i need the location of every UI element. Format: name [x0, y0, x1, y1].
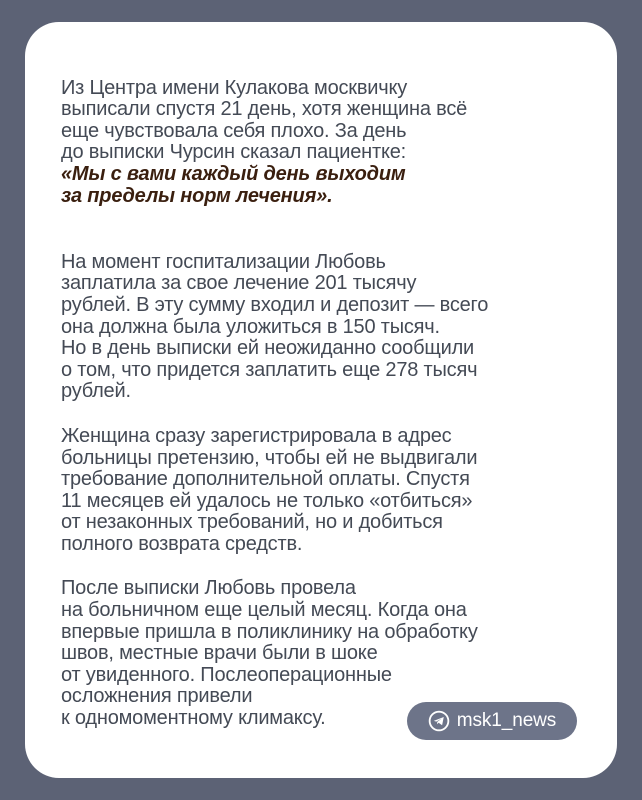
paragraph-1	[61, 56, 591, 229]
article-body	[61, 56, 591, 730]
paragraph-1-text: Из Центра имени Кулакова москвичку выписали спустя 21 день, хотя женщина всё еще чувствовала себя плохо. За день до выписки Чурсин сказал пациентке:	[61, 76, 468, 164]
post-card	[25, 22, 617, 778]
doctor-quote: «Мы с вами каждый день выходим за пределы норм лечения».	[61, 162, 406, 207]
channel-name: msk1_news	[456, 710, 557, 731]
paragraph-2: На момент госпитализации Любовь заплатила за свое лечение 201 тысячу рублей. В эту сумму входил и депозит — всего она должна была уложиться в 150 тысяч. Но в день выписки ей неожиданно сообщили о том, что придется заплатить еще 278 тысяч рублей.	[61, 250, 489, 403]
telegram-icon	[428, 710, 450, 732]
paragraph-3: Женщина сразу зарегистрировала в адрес больницы претензию, чтобы ей не выдвигали требование дополнительной оплаты. Спустя 11 месяцев ей удалось не только «отбиться» от незаконных требований, но и добиться полного возврата средств.	[61, 424, 478, 555]
paragraph-4: После выписки Любовь провела на больничном еще целый месяц. Когда она впервые пришла в поликлинику на обработку швов, местные врачи были в шоке от увиденного. Послеоперационные осложнения привели к одномоментному климаксу.	[61, 577, 478, 730]
channel-badge[interactable]	[407, 702, 577, 740]
